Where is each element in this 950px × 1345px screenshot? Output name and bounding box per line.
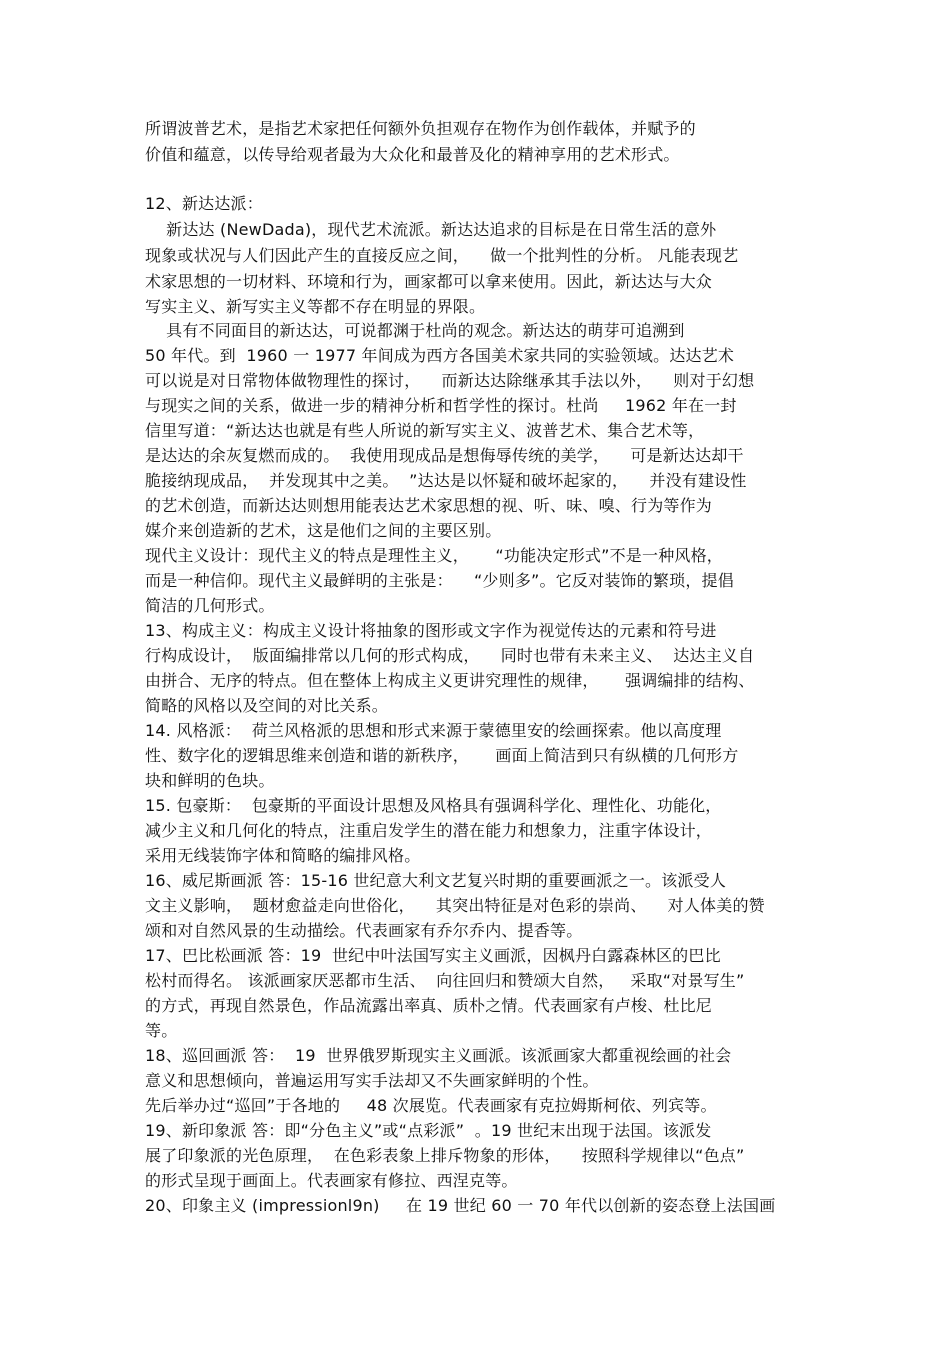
text-line: 性、数字化的逻辑思维来创造和谐的新秩序， 画面上简洁到只有纵横的几何形方 [145,746,739,765]
text-line: 由拼合、无序的特点。但在整体上构成主义更讲究理性的规律， 强调编排的结构、 [145,671,755,690]
text-line: 与现实之间的关系，做进一步的精神分析和哲学性的探讨。杜尚 1962 年在一封 [145,396,737,415]
text-line: 13、构成主义：构成主义设计将抽象的图形或文字作为视觉传达的元素和符号进 [145,621,717,640]
text-line: 价值和蕴意，以传导给观者最为大众化和最普及化的精神享用的艺术形式。 [145,145,680,164]
text-line: 采用无线装饰字体和简略的编排风格。 [145,846,421,865]
text-line: 媒介来创造新的艺术，这是他们之间的主要区别。 [145,521,502,540]
text-line: 脆接纳现成品， 并发现其中之美。 ”达达是以怀疑和破坏起家的， 并没有建设性 [145,471,747,490]
text-line: 可以说是对日常物体做物理性的探讨， 而新达达除继承其手法以外， 则对于幻想 [145,371,755,390]
text-line: 等。 [145,1021,178,1040]
text-line: 的艺术创造，而新达达则想用能表达艺术家思想的视、听、味、嗅、行为等作为 [145,496,713,515]
text-line: 信里写道：“新达达也就是有些人所说的新写实主义、波普艺术、集合艺术等， [145,421,705,440]
text-line: 展了印象派的光色原理， 在色彩表象上排斥物象的形体， 按照科学规律以“色点” [145,1146,745,1165]
section-heading: 12、新达达派： [145,194,263,213]
text-line: 松村而得名。 该派画家厌恶都市生活、 向往回归和赞颂大自然， 采取“对景写生” [145,971,745,990]
text-line: 先后举办过“巡回”于各地的 48 次展览。代表画家有克拉姆斯柯依、列宾等。 [145,1096,717,1115]
text-line: 写实主义、新写实主义等都不存在明显的界限。 [145,297,486,316]
text-line: 的形式呈现于画面上。代表画家有修拉、西涅克等。 [145,1171,518,1190]
text-line: 20、印象主义 (impressionl9n) 在 19 世纪 60 一 70 年代以创新的姿态登上法国画 [145,1196,776,1215]
text-line: 简略的风格以及空间的对比关系。 [145,696,389,715]
text-line: 现代主义设计：现代主义的特点是理性主义， “功能决定形式”不是一种风格， [145,546,724,565]
text-line: 减少主义和几何化的特点，注重启发学生的潜在能力和想象力，注重字体设计， [145,821,713,840]
text-line: 新达达 (NewDada)，现代艺术流派。新达达追求的目标是在日常生活的意外 [145,220,717,239]
text-line: 行构成设计， 版面编排常以几何的形式构成， 同时也带有未来主义、 达达主义自 [145,646,755,665]
text-line: 文主义影响， 题材愈益走向世俗化， 其突出特征是对色彩的崇尚、 对人体美的赞 [145,896,765,915]
text-line: 意义和思想倾向，普遍运用写实手法却又不失画家鲜明的个性。 [145,1071,599,1090]
text-line: 简洁的几何形式。 [145,596,275,615]
text-line: 19、新印象派 答：即“分色主义”或“点彩派” 。19 世纪末出现于法国。该派发 [145,1121,712,1140]
text-line: 50 年代。到 1960 一 1977 年间成为西方各国美术家共同的实验领域。达达艺术 [145,346,735,365]
text-line: 术家思想的一切材料、环境和行为，画家都可以拿来使用。因此，新达达与大众 [145,272,713,291]
text-line: 的方式，再现自然景色，作品流露出率真、质朴之情。代表画家有卢梭、杜比尼 [145,996,713,1015]
text-line: 是达达的余灰复燃而成的。 我使用现成品是想侮辱传统的美学， 可是新达达却干 [145,446,744,465]
text-line: 块和鲜明的色块。 [145,771,275,790]
text-line: 具有不同面目的新达达，可说都渊于杜尚的观念。新达达的萌芽可追溯到 [145,321,685,340]
text-line: 现象或状况与人们因此产生的直接反应之间， 做一个批判性的分析。 凡能表现艺 [145,246,739,265]
text-line: 14. 风格派： 荷兰风格派的思想和形式来源于蒙德里安的绘画探索。他以高度理 [145,721,722,740]
text-line: 而是一种信仰。现代主义最鲜明的主张是： “少则多”。它反对装饰的繁琐，提倡 [145,571,734,590]
text-line: 17、巴比松画派 答：19 世纪中叶法国写实主义画派，因枫丹白露森林区的巴比 [145,946,721,965]
text-line: 16、威尼斯画派 答：15-16 世纪意大利文艺复兴时期的重要画派之一。该派受人 [145,871,727,890]
text-line: 18、巡回画派 答： 19 世界俄罗斯现实主义画派。该派画家大都重视绘画的社会 [145,1046,732,1065]
text-line: 颂和对自然风景的生动描绘。代表画家有乔尔乔内、提香等。 [145,921,583,940]
text-line: 15. 包豪斯： 包豪斯的平面设计思想及风格具有强调科学化、理性化、功能化， [145,796,722,815]
text-line: 所谓波普艺术，是指艺术家把任何额外负担观存在物作为创作载体，并赋予的 [145,119,696,138]
